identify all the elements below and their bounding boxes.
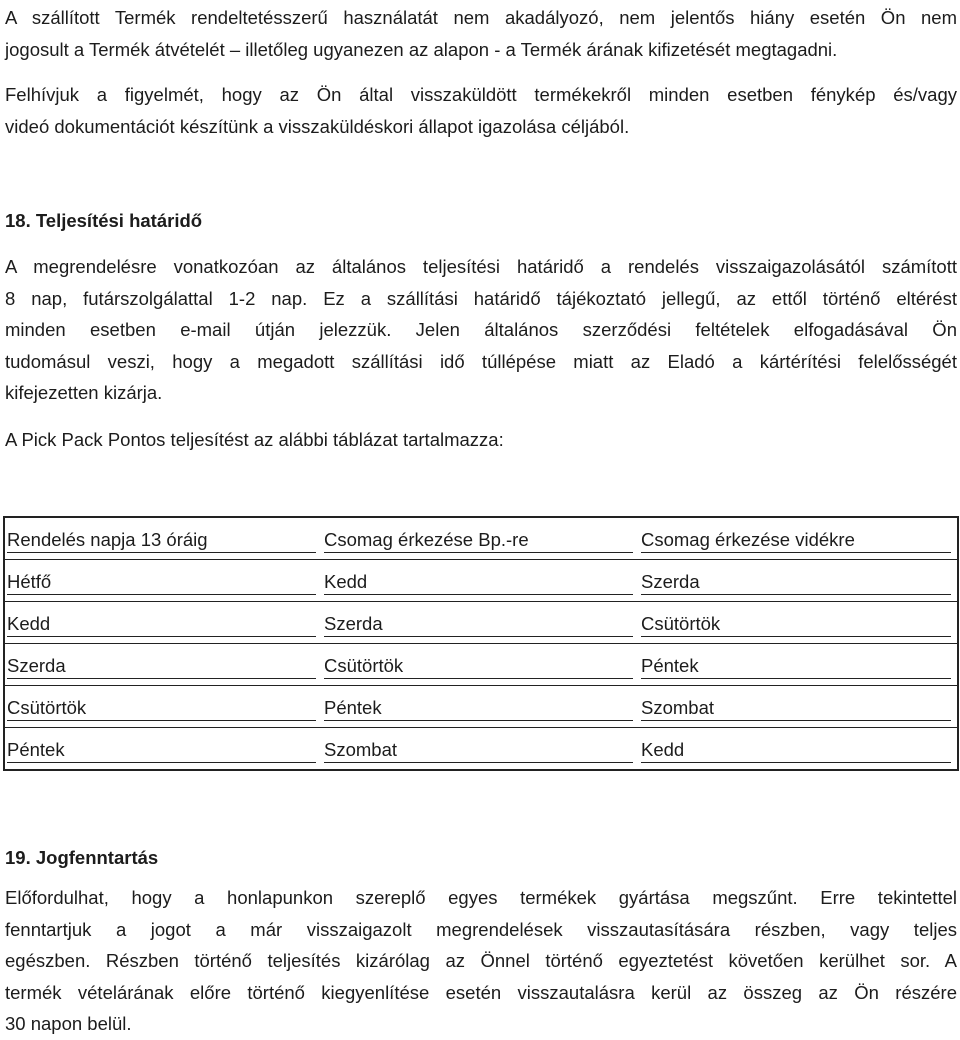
text-line: A szállított Termék rendeltetésszerű használatát nem akadályozó, nem jelentős hiány esetén Ön nem <box>5 7 957 28</box>
table-cell: Szerda <box>639 560 958 602</box>
section-18-heading: 18. Teljesítési határidő <box>5 210 203 231</box>
table-cell: Péntek <box>639 644 958 686</box>
text-line: videó dokumentációt készítünk a visszaküldéskori állapot igazolása céljából. <box>5 115 630 137</box>
text-line: kifejezetten kizárja. <box>5 382 163 403</box>
text-line: minden esetben e-mail útján jelezzük. Jelen általános szerződési feltételek elfogadásával Ön <box>5 319 957 340</box>
intro-paragraph-2 <box>5 79 957 142</box>
table-row <box>4 602 958 644</box>
table-row <box>4 560 958 602</box>
text-line: 8 nap, futárszolgálattal 1-2 nap. Ez a szállítási határidő tájékoztató jellegű, az ettől történő eltérést <box>5 287 957 309</box>
table-cell: Hétfő <box>4 560 322 602</box>
text-line: egészben. Részben történő teljesítés kizárólag az Önnel történő egyeztetést követően kerülhet sor. A <box>5 950 957 971</box>
text-line: fenntartjuk a jogot a már visszaigazolt megrendelések visszautasítására részben, vagy teljes <box>5 918 957 940</box>
table-cell: Péntek <box>322 686 639 728</box>
table-header-cell: Rendelés napja 13 óráig <box>4 517 322 560</box>
intro-paragraph-1 <box>5 2 957 65</box>
table-cell: Kedd <box>639 728 958 771</box>
text-line: jogosult a Termék átvételét – illetőleg ugyanezen az alapon - a Termék árának kifizetését megtagadni. <box>5 38 838 60</box>
table-cell: Szerda <box>4 644 322 686</box>
section-19-body <box>5 882 957 1040</box>
text-line: tudomásul veszi, hogy a megadott szállítási idő túllépése miatt az Eladó a kártérítési felelősségét <box>5 350 957 372</box>
table-cell: Csütörtök <box>639 602 958 644</box>
table-cell: Csütörtök <box>322 644 639 686</box>
table-row <box>4 686 958 728</box>
delivery-table <box>3 516 959 771</box>
table-header-cell: Csomag érkezése Bp.-re <box>322 517 639 560</box>
table-cell: Szombat <box>322 728 639 771</box>
text-line: 30 napon belül. <box>5 1013 132 1034</box>
table-header-cell: Csomag érkezése vidékre <box>639 517 958 560</box>
text-line: termék vételárának előre történő kiegyenlítése esetén visszautalásra kerül az összeg az Ön részére <box>5 981 957 1003</box>
section-19-heading: 19. Jogfenntartás <box>5 847 159 868</box>
table-row <box>4 644 958 686</box>
table-header-row <box>4 517 958 560</box>
table-cell: Szerda <box>322 602 639 644</box>
table-intro <box>5 424 957 456</box>
text-line: Felhívjuk a figyelmét, hogy az Ön által visszaküldött termékekről minden esetben fénykép és/vagy <box>5 84 957 105</box>
section-18-body <box>5 251 957 409</box>
table-cell: Kedd <box>4 602 322 644</box>
table-cell: Szombat <box>639 686 958 728</box>
table-cell: Kedd <box>322 560 639 602</box>
table-row <box>4 728 958 771</box>
text-line: A Pick Pack Pontos teljesítést az alábbi táblázat tartalmazza: <box>5 429 504 450</box>
text-line: A megrendelésre vonatkozóan az általános teljesítési határidő a rendelés visszaigazolásától számított <box>5 256 957 277</box>
table-cell: Péntek <box>4 728 322 771</box>
text-line: Előfordulhat, hogy a honlapunkon szereplő egyes termékek gyártása megszűnt. Erre tekintettel <box>5 887 957 908</box>
table-cell: Csütörtök <box>4 686 322 728</box>
